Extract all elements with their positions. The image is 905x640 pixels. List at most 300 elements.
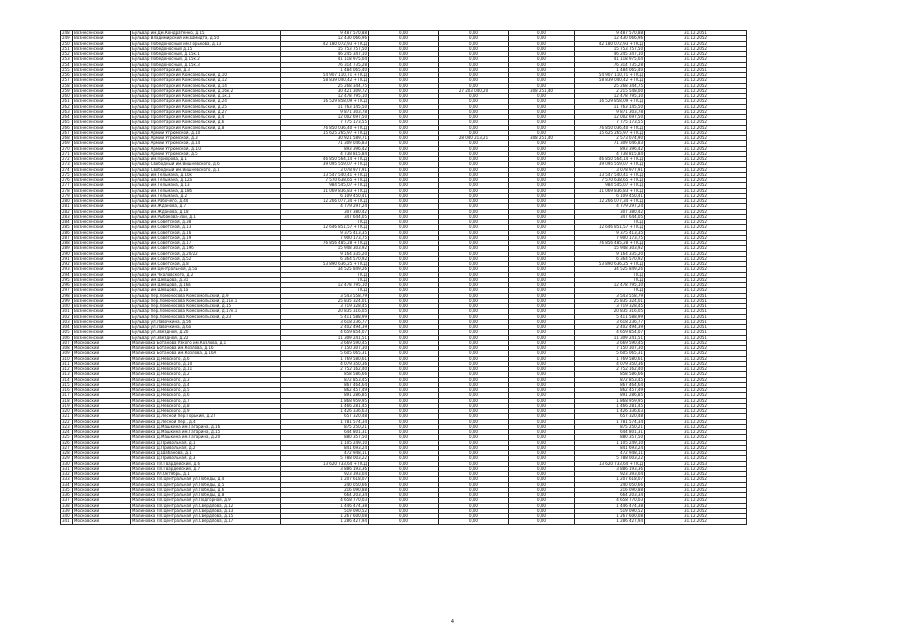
cost-total-cell: 1 868 959,95 (281, 398, 369, 403)
amount-cell-2: 0,00 (439, 272, 509, 277)
address-cell: Бульвар им.Чкаловского, д.2 (131, 272, 281, 277)
district-cell: Вознесенский (73, 115, 131, 120)
row-number: 287 (61, 235, 73, 240)
amount-cell-2: 0,00 (439, 67, 509, 72)
amount-cell-3: 0,00 (509, 225, 575, 230)
district-cell: Московский (73, 409, 131, 414)
amount-cell-2: 0,00 (439, 493, 509, 498)
row-number: 267 (61, 130, 73, 135)
cost-remaining-cell: 53 890 636,25 + ПСД (575, 262, 645, 267)
district-cell: Московский (73, 498, 131, 503)
amount-cell-2: 0,00 (439, 99, 509, 104)
row-number: 250 (61, 41, 73, 46)
address-cell: Бульвар им.Шевцова, д.16в (131, 283, 281, 288)
cost-remaining-cell: 5 788 003,22 (575, 456, 645, 461)
deadline-cell: 31.12.2051 (645, 335, 747, 340)
deadline-cell: 31.12.2052 (645, 414, 747, 419)
cost-total-cell: 1 446 474,38 (281, 503, 369, 508)
row-number: 271 (61, 151, 73, 156)
row-number: 291 (61, 256, 73, 261)
amount-cell-2: 0,00 (439, 472, 509, 477)
district-cell: Вознесенский (73, 172, 131, 177)
row-number: 296 (61, 283, 73, 288)
deadline-cell: 31.12.2052 (645, 514, 747, 519)
address-cell: Бульвар ул.Звездной, д.20 (131, 330, 281, 335)
amount-cell-3: 0,00 (509, 487, 575, 492)
amount-cell-2: 0,00 (439, 424, 509, 429)
amount-cell-3: 0,00 (509, 283, 575, 288)
amount-cell-1: 0,00 (369, 115, 439, 120)
amount-cell-3: 0,00 (509, 351, 575, 356)
amount-cell-3: 0,00 (509, 367, 575, 372)
cost-total-cell: 4 738 815,84 (281, 151, 369, 156)
address-cell: Бульвар им.Тельмана, д.13 (131, 183, 281, 188)
amount-cell-3: 0,00 (509, 414, 575, 419)
amount-cell-2: 0,00 (439, 251, 509, 256)
cost-remaining-cell: 3 886 193,36 (575, 466, 645, 471)
amount-cell-3: 0,00 (509, 78, 575, 83)
deadline-cell: 31.12.2052 (645, 46, 747, 51)
cost-total-cell: 862 457,49 (281, 388, 369, 393)
district-cell: Вознесенский (73, 298, 131, 303)
address-cell: Малиновка Д.Невского, д.4 (131, 382, 281, 387)
row-number: 309 (61, 351, 73, 356)
row-number: 322 (61, 419, 73, 424)
cost-total-cell: 858 586,66 (281, 372, 369, 377)
district-cell: Вознесенский (73, 178, 131, 183)
cost-remaining-cell: 4 738 815,84 (575, 151, 645, 156)
row-number: 328 (61, 451, 73, 456)
cost-remaining-cell: 240 050,66 (575, 482, 645, 487)
deadline-cell: 31.12.2052 (645, 73, 747, 78)
cost-remaining-cell: 13 620 733,64 + ПСД (575, 461, 645, 466)
deadline-cell: 31.12.2051 (645, 304, 747, 309)
address-cell: Малиновка Д.Машкина им.Гагарина, д.15 (131, 430, 281, 435)
amount-cell-1: 0,00 (369, 136, 439, 141)
address-cell: Малиновка Пл.Центральная ул.Свердлова, д.13 (131, 508, 281, 513)
deadline-cell: 31.12.2052 (645, 466, 747, 471)
amount-cell-3: 0,00 (509, 472, 575, 477)
amount-cell-1: 0,00 (369, 57, 439, 62)
cost-total-cell: 307 380,42 (281, 209, 369, 214)
document-page (60, 30, 846, 525)
row-number: 332 (61, 472, 73, 477)
cost-remaining-cell: 1 466 281,45 (575, 403, 645, 408)
row-number: 272 (61, 157, 73, 162)
cost-total-cell: 664 203,34 (281, 493, 369, 498)
cost-remaining-cell: 76 314 735,28 (575, 62, 645, 67)
amount-cell-3: 0,00 (509, 372, 575, 377)
amount-cell-1: 0,00 (369, 256, 439, 261)
cost-total-cell: ПСД (281, 288, 369, 293)
district-cell: Вознесенский (73, 209, 131, 214)
amount-cell-2: 0,00 (439, 83, 509, 88)
cost-remaining-cell: 41 118 975,04 (575, 57, 645, 62)
amount-cell-3: 0,00 (509, 188, 575, 193)
page-number: 4 (450, 619, 455, 625)
district-cell: Вознесенский (73, 314, 131, 319)
cost-remaining-cell: 54 907 110,71 + ПСД (575, 73, 645, 78)
amount-cell-1: 0,00 (369, 393, 439, 398)
amount-cell-2: 0,00 (439, 456, 509, 461)
row-number: 317 (61, 393, 73, 398)
row-number: 323 (61, 424, 73, 429)
deadline-cell: 31.12.2052 (645, 167, 747, 172)
amount-cell-1: 0,00 (369, 220, 439, 225)
cost-total-cell: 867 464,64 (281, 382, 369, 387)
amount-cell-2: 0,00 (439, 508, 509, 513)
cost-remaining-cell: 2 402 494,39 (575, 325, 645, 330)
amount-cell-1: 0,00 (369, 36, 439, 41)
cost-total-cell: 7 150 307,30 (281, 346, 369, 351)
address-cell: Бульвар им.Приорова, д.1 (131, 157, 281, 162)
address-cell: Малиновка Д.Лесной пер.Горький, д.27 (131, 414, 281, 419)
cost-total-cell: 20 835 316,05 (281, 309, 369, 314)
address-cell: Бульвар им.Советской, д.20/22 (131, 251, 281, 256)
amount-cell-3: 0,00 (509, 209, 575, 214)
amount-cell-3: 0,00 (509, 204, 575, 209)
deadline-cell: 31.12.2052 (645, 178, 747, 183)
address-cell: Бульвар пер.Ломоносова Комсомольский, д.15 (131, 304, 281, 309)
amount-cell-2: 0,00 (439, 314, 509, 319)
district-cell: Вознесенский (73, 235, 131, 240)
deadline-cell: 31.12.2052 (645, 262, 747, 267)
address-cell: Бульвар Победоносный д.15 (131, 46, 281, 51)
amount-cell-2: 0,00 (439, 141, 509, 146)
cost-total-cell: 30 421 309,72 (281, 88, 369, 93)
amount-cell-2: 0,00 (439, 388, 509, 393)
row-number: 327 (61, 445, 73, 450)
amount-cell-1: 0,00 (369, 414, 439, 419)
district-cell: Московский (73, 477, 131, 482)
cost-total-cell: 6 109 450,41 (281, 193, 369, 198)
cost-remaining-cell: 46 850 564,14 + ПСД (575, 157, 645, 162)
row-number: 282 (61, 209, 73, 214)
deadline-cell: 31.12.2052 (645, 62, 747, 67)
cost-total-cell: 1 466 281,45 (281, 403, 369, 408)
amount-cell-2: 0,00 (439, 209, 509, 214)
district-cell: Московский (73, 393, 131, 398)
deadline-cell: 31.12.2052 (645, 36, 747, 41)
cost-remaining-cell: 15 753 757,50 (575, 46, 645, 51)
address-cell: Бульвар Армии Угрюмской, д.10 (131, 130, 281, 135)
amount-cell-3: 0,00 (509, 267, 575, 272)
cost-total-cell: 39 095 559,07 + ПСД (281, 162, 369, 167)
cost-remaining-cell: 4 658 770,03 (575, 498, 645, 503)
amount-cell-3: 0,00 (509, 340, 575, 345)
amount-cell-2: 0,00 (439, 430, 509, 435)
cost-remaining-cell: 1 267 600,08 (575, 514, 645, 519)
cost-total-cell: 34 525 849,26 (281, 267, 369, 272)
row-number: 316 (61, 388, 73, 393)
amount-cell-1: 0,00 (369, 199, 439, 204)
district-cell: Вознесенский (73, 241, 131, 246)
deadline-cell: 31.12.2052 (645, 146, 747, 151)
district-cell: Вознесенский (73, 151, 131, 156)
deadline-cell: 31.12.2052 (645, 162, 747, 167)
district-cell: Вознесенский (73, 99, 131, 104)
district-cell: Вознесенский (73, 52, 131, 57)
amount-cell-2: 0,00 (439, 519, 509, 524)
deadline-cell: 31.12.2051 (645, 314, 747, 319)
cost-remaining-cell: ПСД (575, 220, 645, 225)
amount-cell-3: 0,00 (509, 193, 575, 198)
district-cell: Московский (73, 508, 131, 513)
amount-cell-3: 0,00 (509, 62, 575, 67)
cost-remaining-cell: 891 286,85 (575, 393, 645, 398)
amount-cell-2: 0,00 (439, 94, 509, 99)
amount-cell-2: 0,00 (439, 262, 509, 267)
amount-cell-1: 0,00 (369, 204, 439, 209)
district-cell: Московский (73, 482, 131, 487)
cost-total-cell: 12 478 795,10 (281, 94, 369, 99)
amount-cell-3: 0,00 (509, 288, 575, 293)
deadline-cell: 31.12.2052 (645, 498, 747, 503)
cost-remaining-cell: 9 871 303,78 (575, 109, 645, 114)
amount-cell-1: 0,00 (369, 377, 439, 382)
deadline-cell: 31.12.2052 (645, 125, 747, 130)
row-number: 249 (61, 36, 73, 41)
amount-cell-2: 0,00 (439, 162, 509, 167)
deadline-cell: 31.12.2052 (645, 115, 747, 120)
district-cell: Вознесенский (73, 204, 131, 209)
row-number: 329 (61, 456, 73, 461)
deadline-cell: 31.12.2052 (645, 57, 747, 62)
deadline-cell: 31.12.2052 (645, 83, 747, 88)
data-table (60, 30, 847, 525)
cost-remaining-cell: 20 835 316,05 (575, 309, 645, 314)
amount-cell-1: 0,00 (369, 398, 439, 403)
amount-cell-2: 0,00 (439, 325, 509, 330)
amount-cell-3: 0,00 (509, 330, 575, 335)
district-cell: Вознесенский (73, 130, 131, 135)
amount-cell-3: 0,00 (509, 440, 575, 445)
cost-total-cell: ПСД (281, 220, 369, 225)
address-cell: Бульвар ул.Лавочкина, д.5б (131, 319, 281, 324)
amount-cell-3: 0,00 (509, 36, 575, 41)
cost-remaining-cell: 9 164 335,20 (575, 251, 645, 256)
address-cell: Бульвар им.Рабочего, д.40 (131, 199, 281, 204)
district-cell: Вознесенский (73, 94, 131, 99)
deadline-cell: 31.12.2052 (645, 193, 747, 198)
cost-total-cell: 9 375 413,35 (281, 230, 369, 235)
deadline-cell: 31.12.2052 (645, 41, 747, 46)
address-cell: Бульвар Пролетарский Комсомольский, д.24 (131, 99, 281, 104)
deadline-cell: 31.12.2052 (645, 403, 747, 408)
deadline-cell: 31.12.2052 (645, 340, 747, 345)
district-cell: Вознесенский (73, 141, 131, 146)
deadline-cell: 31.12.2052 (645, 424, 747, 429)
deadline-cell: 31.12.2052 (645, 157, 747, 162)
district-cell: Московский (73, 398, 131, 403)
row-number: 303 (61, 319, 73, 324)
cost-total-cell: 2 752 162,40 (281, 367, 369, 372)
cost-remaining-cell: 6 109 450,41 (575, 193, 645, 198)
deadline-cell: 31.12.2052 (645, 172, 747, 177)
district-cell: Вознесенский (73, 325, 131, 330)
cost-total-cell: 5 605 065,31 (281, 351, 369, 356)
address-cell: Малиновка Пл.Центральная ул.Свердлова, д.12 (131, 503, 281, 508)
amount-cell-3: 0,00 (509, 445, 575, 450)
row-number: 255 (61, 67, 73, 72)
row-number: 280 (61, 199, 73, 204)
amount-cell-1: 0,00 (369, 319, 439, 324)
amount-cell-1: 0,00 (369, 241, 439, 246)
row-number: 311 (61, 361, 73, 366)
amount-cell-2: 0,00 (439, 62, 509, 67)
cost-total-cell: 12 478 795,10 (281, 283, 369, 288)
amount-cell-1: 0,00 (369, 403, 439, 408)
amount-cell-3: 0,00 (509, 183, 575, 188)
cost-total-cell: 347 644,05 (281, 214, 369, 219)
address-cell: Бульвар Армии Угрюмской, д.1/2 (131, 146, 281, 151)
amount-cell-2: 0,00 (439, 199, 509, 204)
district-cell: Вознесенский (73, 283, 131, 288)
amount-cell-3: 0,00 (509, 356, 575, 361)
address-cell: Бульвар Пролетарский Комсомольский, д.4 (131, 115, 281, 120)
cost-remaining-cell: 12 646 851,57 + ПСД (575, 225, 645, 230)
cost-total-cell: 875 250,21 (281, 424, 369, 429)
amount-cell-2: 0,00 (439, 73, 509, 78)
amount-cell-2: 0,00 (439, 514, 509, 519)
row-number: 256 (61, 73, 73, 78)
cost-total-cell: 4 658 770,03 (281, 498, 369, 503)
address-cell: Бульвар им.Советской, д.52 (131, 256, 281, 261)
amount-cell-3: 0,00 (509, 120, 575, 125)
amount-cell-1: 0,00 (369, 99, 439, 104)
address-cell: Бульвар Пролетарский, д.3 (131, 67, 281, 72)
deadline-cell: 31.12.2052 (645, 141, 747, 146)
address-cell: Бульвар им.Советской, д.8 (131, 262, 281, 267)
district-cell: Московский (73, 461, 131, 466)
address-cell: Бульвар Победоносный им.Горькова, д.13 (131, 41, 281, 46)
amount-cell-1: 0,00 (369, 440, 439, 445)
row-number: 262 (61, 104, 73, 109)
address-cell: Малиновка Д.Лесной пер., д.4 (131, 419, 281, 424)
amount-cell-2: 0,00 (439, 414, 509, 419)
deadline-cell: 31.12.2052 (645, 225, 747, 230)
amount-cell-2: 0,00 (439, 377, 509, 382)
deadline-cell: 31.12.2052 (645, 356, 747, 361)
cost-total-cell: 54 907 110,71 + ПСД (281, 73, 369, 78)
district-cell: Московский (73, 503, 131, 508)
cost-remaining-cell: 46 245 347,10 (575, 52, 645, 57)
cost-remaining-cell: 923 393,04 (575, 472, 645, 477)
cost-total-cell: 11 069 836,83 + ПСД (281, 188, 369, 193)
amount-cell-1: 0,00 (369, 514, 439, 519)
amount-cell-3: 0,00 (509, 377, 575, 382)
amount-cell-2: 0,00 (439, 503, 509, 508)
amount-cell-3: 0,00 (509, 146, 575, 151)
amount-cell-1: 0,00 (369, 482, 439, 487)
row-number: 275 (61, 172, 73, 177)
cost-remaining-cell: 12 478 795,10 (575, 94, 645, 99)
amount-cell-3: 0,00 (509, 403, 575, 408)
cost-total-cell: 1 267 600,08 (281, 514, 369, 519)
amount-cell-1: 0,00 (369, 67, 439, 72)
amount-cell-2: 0,00 (439, 130, 509, 135)
row-number: 257 (61, 78, 73, 83)
deadline-cell: 31.12.2052 (645, 477, 747, 482)
amount-cell-3: 0,00 (509, 262, 575, 267)
amount-cell-1: 0,00 (369, 314, 439, 319)
row-number: 302 (61, 314, 73, 319)
amount-cell-1: 0,00 (369, 466, 439, 471)
address-cell: Бульвар Владимирский им.Шмидта, д.50 (131, 36, 281, 41)
district-cell: Московский (73, 487, 131, 492)
cost-total-cell: 4 079 350,36 (281, 361, 369, 366)
district-cell: Вознесенский (73, 167, 131, 172)
deadline-cell: 31.12.2052 (645, 283, 747, 288)
row-number: 325 (61, 435, 73, 440)
address-cell: Бульвар Армии Угрюмской, д.14 (131, 141, 281, 146)
district-cell: Вознесенский (73, 67, 131, 72)
amount-cell-1: 0,00 (369, 346, 439, 351)
address-cell: Бульвар Армии Угрюмской, д.5 (131, 151, 281, 156)
amount-cell-3: 0,00 (509, 246, 575, 251)
deadline-cell: 31.12.2051 (645, 31, 747, 36)
cost-total-cell: 46 245 347,10 (281, 52, 369, 57)
cost-total-cell: 12 002 697,50 (281, 115, 369, 120)
cost-remaining-cell: ПСД (575, 272, 645, 277)
cost-remaining-cell: 4 779 297,24 (575, 204, 645, 209)
district-cell: Вознесенский (73, 193, 131, 198)
cost-remaining-cell: 307 380,42 (575, 209, 645, 214)
amount-cell-3: 0,00 (509, 466, 575, 471)
cost-remaining-cell: 7 150 307,30 (575, 346, 645, 351)
address-cell: Малиновка Д.Машкина им.Гагарина, д.16 (131, 424, 281, 429)
cost-remaining-cell: 472 948,11 (575, 451, 645, 456)
district-cell: Московский (73, 466, 131, 471)
district-cell: Московский (73, 340, 131, 345)
district-cell: Вознесенский (73, 225, 131, 230)
address-cell: Бульвар Пролетарский Комсомольский, д.27 (131, 109, 281, 114)
address-cell: Бульвар Пролетарский Комсомольский, д.10 (131, 73, 281, 78)
cost-remaining-cell: 347 644,05 (575, 214, 645, 219)
amount-cell-2: 0,00 (439, 31, 509, 36)
amount-cell-3: 0,00 (509, 83, 575, 88)
amount-cell-3: 0,00 (509, 393, 575, 398)
amount-cell-1: 0,00 (369, 120, 439, 125)
row-number: 340 (61, 514, 73, 519)
deadline-cell: 31.12.2052 (645, 188, 747, 193)
address-cell: Бульвар Пролетарский Комсомольский, д.14 (131, 83, 281, 88)
amount-cell-2: 0,00 (439, 36, 509, 41)
amount-cell-3: 0,00 (509, 256, 575, 261)
amount-cell-2: 0,00 (439, 172, 509, 177)
row-number: 265 (61, 120, 73, 125)
row-number: 326 (61, 440, 73, 445)
cost-remaining-cell: 71 309 046,83 (575, 141, 645, 146)
amount-cell-1: 0,00 (369, 267, 439, 272)
cost-total-cell: 6 364 570,92 (281, 256, 369, 261)
amount-cell-1: 0,00 (369, 419, 439, 424)
address-cell: Бульвар ул.Лавочкина, д.6а (131, 325, 281, 330)
amount-cell-1: 0,00 (369, 388, 439, 393)
amount-cell-1: 0,00 (369, 262, 439, 267)
deadline-cell: 31.12.2052 (645, 277, 747, 282)
amount-cell-2: 0,00 (439, 304, 509, 309)
address-cell: Малиновка Д.Невского, д.5 (131, 388, 281, 393)
cost-remaining-cell: 58 839 040,42 + ПСД (575, 78, 645, 83)
row-number: 333 (61, 477, 73, 482)
amount-cell-3: 0,00 (509, 130, 575, 135)
district-cell: Московский (73, 451, 131, 456)
amount-cell-3: 0,00 (509, 57, 575, 62)
address-cell: Малиновка Д.Машкина им.Гагарина, д.20 (131, 435, 281, 440)
cost-total-cell: 9 871 303,78 (281, 109, 369, 114)
deadline-cell: 31.12.2052 (645, 503, 747, 508)
